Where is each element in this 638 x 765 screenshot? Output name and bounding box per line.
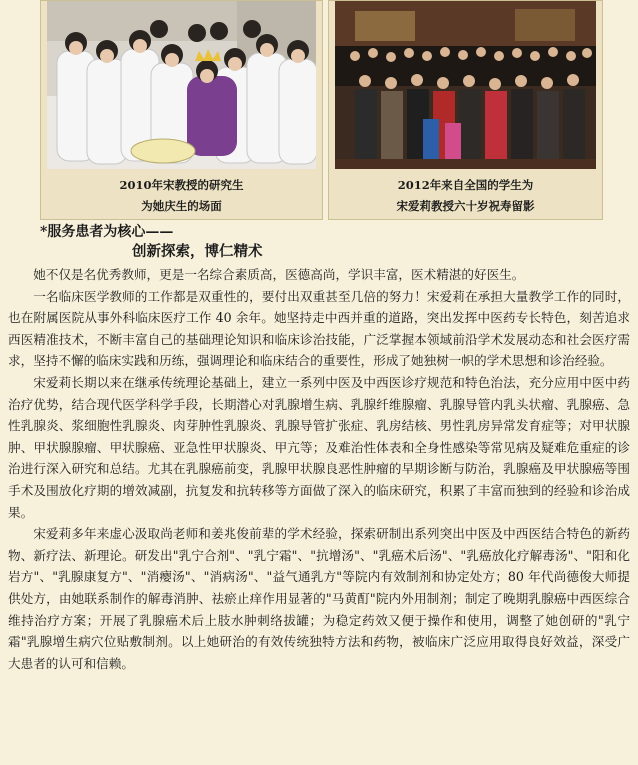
- birthday-photo: [47, 1, 316, 169]
- photo-row: [0, 0, 638, 222]
- caption-line: 2010年宋教授的研究生: [119, 178, 244, 192]
- section-heading: *服务患者为核心——: [40, 224, 174, 240]
- photo-caption-group: [329, 175, 602, 217]
- paragraph: 宋爱莉多年来虚心汲取尚老师和姜兆俊前辈的学术经验，探索研制出系列突出中医及中西医结合特色的新药物、新疗法、新理论。研发出"乳宁合剂"、"乳宁霜"、"抗增汤"、"乳癌术后汤"、"乳癌放化疗解毒汤"、"阳和化岩方"、"乳腺康复方"、"消瘿汤"、"消病汤"、"益气通乳方"等院内有效制剂和协定处方；80 年代尚德俊大师提供处方，由她联系制作的解毒消肿、祛瘀止痒作用显著的"马黄酊"院内外用制剂；制定了晚期乳腺癌中西医综合维持治疗方案；开展了乳腺癌术后上肢水肿刺络拔罐；为稳定药效又便于操作和使用，调整了她创研的"乳宁霜"乳腺增生病穴位贴敷制剂。以上她研治的有效传统独特方法和药物，被临床广泛应用取得良好效益，深受广大患者的认可和信赖。: [8, 526, 630, 671]
- caption-line: 为她庆生的场面: [141, 199, 222, 213]
- group-photo: [335, 1, 596, 169]
- paragraph: 宋爱莉长期以来在继承传统理论基础上，建立一系列中医及中西医诊疗规范和特色治法，充分应用中医中药治疗优势，结合现代医学科学手段，长期潜心对乳腺增生病、乳腺纤维腺瘤、乳腺导管内乳头状瘤、乳腺癌、急性乳腺炎、浆细胞性乳腺炎、肉芽肿性乳腺炎、乳腺导管扩张症、乳房结核、男性乳房异常发育症等；对甲状腺肿、甲状腺腺瘤、甲状腺癌、亚急性甲状腺炎、甲亢等；及难治性体表和全身性感染等常见病及疑难危重症的诊治进行深入研究和总结。尤其在乳腺癌前变，乳腺甲状腺良恶性肿瘤的早期诊断与防治，乳腺癌及甲状腺癌等围手术及围放化疗期的增效减副，抗复发和抗转移等方面做了深入的临床研究，积累了丰富而独到的经验和诊治成果。: [8, 374, 630, 520]
- photo-caption-birthday: [41, 175, 322, 217]
- paragraph: 一名临床医学教师的工作都是双重性的，要付出双重甚至几倍的努力！宋爱莉在承担大量教学工作的同时，也在附属医院从事外科临床医疗工作 40 余年。她坚持走中西并重的道路，突出发挥中医药专长特色，刻苦追求西医精准技术，不断丰富自己的基础理论知识和临床诊治技能，广泛掌握本领域前沿学术发展动态和社会医疗需求，坚持不懈的临床实践和历练，强调理论和临床结合的重要性，形成了她独树一帜的学术思想和诊治经验。: [8, 288, 630, 369]
- caption-line: 宋爱莉教授六十岁祝寿留影: [396, 199, 535, 213]
- photo-card-birthday: [40, 0, 323, 220]
- article-body: [8, 264, 630, 674]
- photo-card-group: [328, 0, 603, 220]
- caption-line: 2012年来自全国的学生为: [397, 178, 534, 192]
- section-subheading: 创新探索，博仁精术: [132, 243, 263, 260]
- paragraph: 她不仅是名优秀教师，更是一名综合素质高，医德高尚，学识丰富，医术精湛的好医生。: [33, 267, 525, 282]
